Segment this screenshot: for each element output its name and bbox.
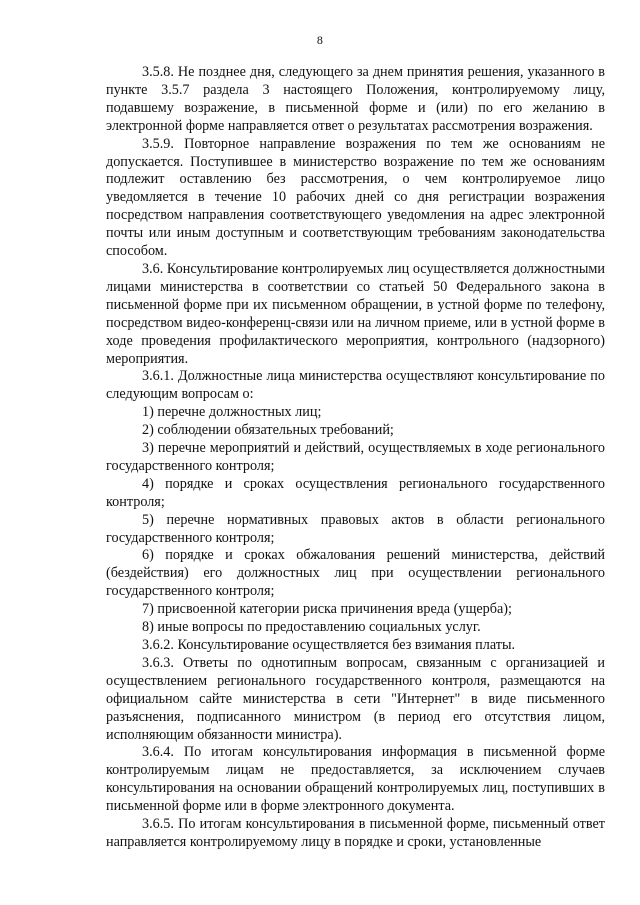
list-item: 1) перечне должностных лиц;	[142, 404, 322, 421]
paragraph: 3.6.5. По итогам консультирования в письменной форме, письменный ответ направляется контролируемому лицу в порядке и сроки, установленные	[106, 816, 605, 850]
paragraph: 3.6.2. Консультирование осуществляется без взимания платы.	[142, 637, 516, 653]
list-item: 2) соблюдении обязательных требований;	[142, 422, 394, 439]
paragraph: 3.6. Консультирование контролируемых лиц осуществляется должностными лицами министерства в соответствии со статьей 50 Федерального закона в письменной форме при их письменном обращении, в устной форме по телефону, посредством видео-конференц-связи или на личном приеме, или в устной форме в ходе проведения профилактического мероприятия, контрольного (надзорного) мероприятия.	[106, 260, 605, 367]
paragraph: 3.5.8. Не позднее дня, следующего за днем принятия решения, указанного в пункте 3.5.7 раздела 3 настоящего Положения, контролируемому лицу, подавшему возражение, в письменной форме и (или) по его желанию в электронной форме направляется ответ о результатах рассмотрения возражения.	[106, 64, 605, 134]
paragraph: 3.6.1. Должностные лица министерства осуществляют консультирование по следующим вопросам о:	[106, 368, 605, 403]
list-item: 7) присвоенной категории риска причинения вреда (ущерба);	[142, 601, 512, 618]
list-item: 5) перечне нормативных правовых актов в области регионального государственного контроля;	[106, 511, 605, 546]
paragraph: 3.6.3. Ответы по однотипным вопросам, связанным с организацией и осуществлением регионального государственного контроля, размещаются на официальном сайте министерства в сети "Интернет" в виде письменного разъяснения, подписанного министром (в период его отсутствия лицом, исполняющим обязанности министра).	[106, 654, 605, 743]
list-item: 3) перечне мероприятий и действий, осуществляемых в ходе регионального государственного контроля;	[106, 440, 605, 474]
paragraph: 3.5.9. Повторное направление возражения по тем же основаниям не допускается. Поступившее в министерство возражение по тем же основаниям подлежит оставлению без рассмотрения, о чем контролируемое лицо уведомляется в течение 10 рабочих дней со дня регистрации возражения посредством направления соответствующего уведомления на адрес электронной почты или иным доступным и соответствующим требованиям законодательства способом.	[106, 135, 605, 260]
document-body	[106, 64, 605, 852]
paragraph: 3.6.4. По итогам консультирования информация в письменной форме контролируемым лицам не предоставляется, за исключением случаев консультирования на основании обращений контролируемых лиц, поступивших в письменной форме или в форме электронного документа.	[106, 744, 605, 815]
list-item: 6) порядке и сроках обжалования решений министерства, действий (бездействия) его должностных лиц при осуществлении регионального государственного контроля;	[106, 547, 605, 600]
list-item: 4) порядке и сроках осуществления регионального государственного контроля;	[106, 475, 605, 510]
page-number: 8	[316, 33, 324, 47]
list-item: 8) иные вопросы по предоставлению социальных услуг.	[142, 619, 481, 636]
